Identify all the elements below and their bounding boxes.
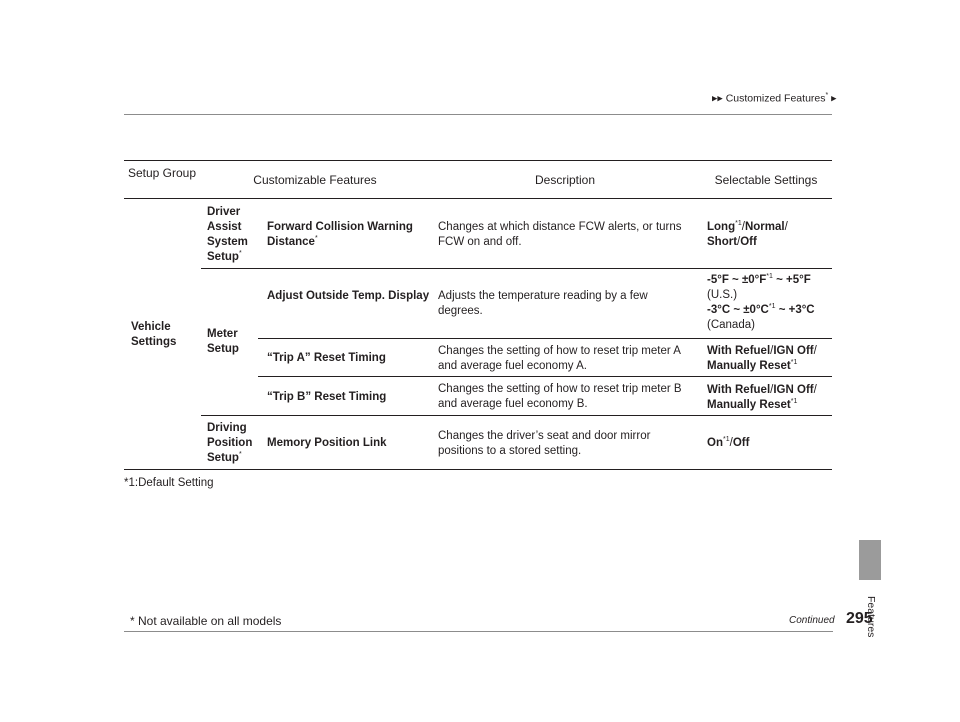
col-header-features: Customizable Features bbox=[253, 173, 377, 187]
footer-rule bbox=[124, 631, 833, 632]
setting-refuel: With Refuel bbox=[707, 384, 771, 396]
table-row-fcw-description: Changes at which distance FCW alerts, or turns FCW on and off. bbox=[438, 221, 682, 248]
table-row-trip-b-feature: “Trip B” Reset Timing bbox=[267, 391, 387, 403]
setting-canada: (Canada) bbox=[707, 319, 755, 331]
section-tab-label: Features bbox=[865, 596, 877, 638]
table-row-memory-settings: On$^{*1}$/Off bbox=[707, 436, 750, 449]
header-bottom-rule bbox=[124, 198, 832, 199]
subgroup-driving-position bbox=[207, 421, 257, 466]
setting-off: Off bbox=[732, 437, 750, 449]
row-rule bbox=[258, 338, 832, 339]
setting-normal: Normal bbox=[744, 221, 785, 233]
col-header-setup-group: Setup Group bbox=[127, 166, 197, 180]
setting-off: Off bbox=[740, 236, 757, 248]
setting-c-range: -3°C ~ ±0°C bbox=[707, 304, 769, 316]
setting-ign-off: IGN Off bbox=[773, 345, 814, 357]
default-mark: *1 bbox=[768, 303, 776, 310]
table-top-rule bbox=[124, 160, 832, 161]
table-bottom-rule bbox=[124, 469, 832, 470]
table-row-trip-a-description: Changes the setting of how to reset trip meter A and average fuel economy A. bbox=[438, 345, 681, 372]
asterisk-mark: * bbox=[238, 250, 242, 257]
subgroup-driver-assist-label: Driver Assist System Setup bbox=[207, 206, 248, 263]
setting-us: (U.S.) bbox=[707, 289, 738, 301]
table-row-temp-feature: Adjust Outside Temp. Display bbox=[267, 290, 430, 302]
default-mark: *1 bbox=[735, 220, 742, 227]
asterisk-mark: * bbox=[825, 92, 829, 99]
table-row-memory-description: Changes the driver’s seat and door mirror positions to a stored setting. bbox=[438, 430, 651, 457]
table-row-trip-b-settings: With Refuel/IGN Off/ Manually Reset$^{*1}$ bbox=[707, 384, 817, 411]
subgroup-meter: Meter Setup bbox=[207, 328, 239, 355]
subgroup-driver-assist bbox=[207, 205, 257, 265]
setting-on: On bbox=[707, 437, 723, 449]
breadcrumb bbox=[712, 92, 837, 105]
row-rule bbox=[258, 376, 832, 377]
setting-f-range-end: ~ +5°F bbox=[776, 274, 811, 286]
default-mark: *1 bbox=[722, 436, 730, 443]
default-mark: *1 bbox=[790, 359, 798, 366]
table-row-temp-description: Adjusts the temperature reading by a few degrees. bbox=[438, 290, 648, 317]
availability-note: * Not available on all models bbox=[130, 614, 282, 628]
table-row-trip-b-description: Changes the setting of how to reset trip meter B and average fuel economy B. bbox=[438, 383, 682, 410]
col-header-settings: Selectable Settings bbox=[714, 173, 818, 187]
table-row-fcw-settings: Long$^{*1}$/Normal/ Short/Off bbox=[707, 220, 788, 248]
table-footnote: *1:Default Setting bbox=[124, 477, 214, 489]
breadcrumb-label: Customized Features bbox=[725, 92, 826, 105]
asterisk-mark: * bbox=[314, 235, 318, 242]
feature-label: Forward Collision Warning Distance bbox=[267, 221, 413, 248]
asterisk-mark: * bbox=[238, 451, 242, 458]
default-mark: *1 bbox=[766, 273, 773, 280]
group-vehicle-settings: Vehicle Settings bbox=[131, 321, 177, 348]
col-header-description: Description bbox=[534, 173, 596, 187]
table-row-memory-feature: Memory Position Link bbox=[267, 437, 387, 449]
triangle-right-icon: ▶ bbox=[831, 95, 837, 103]
setting-manually-reset: Manually Reset bbox=[707, 360, 791, 372]
page-number: 295 bbox=[846, 610, 873, 627]
setting-refuel: With Refuel bbox=[707, 345, 771, 357]
table-row-trip-a-feature: “Trip A” Reset Timing bbox=[267, 352, 386, 364]
section-tab-marker bbox=[859, 540, 881, 580]
setting-long: Long bbox=[707, 221, 736, 233]
row-rule bbox=[201, 268, 832, 269]
setting-ign-off: IGN Off bbox=[773, 384, 814, 396]
row-rule bbox=[201, 415, 832, 416]
setting-short: Short bbox=[707, 236, 738, 248]
triangle-right-icon: ▶▶ bbox=[712, 95, 723, 103]
setting-c-range-end: ~ +3°C bbox=[778, 304, 815, 316]
setting-f-range: -5°F ~ ±0°F bbox=[707, 274, 767, 286]
table-row-fcw-feature bbox=[267, 220, 432, 250]
setting-manually-reset: Manually Reset bbox=[707, 399, 791, 411]
table-row-trip-a-settings: With Refuel/IGN Off/ Manually Reset$^{*1}$ bbox=[707, 345, 817, 372]
table-row-temp-settings bbox=[707, 273, 832, 333]
continued-label: Continued bbox=[789, 615, 835, 626]
default-mark: *1 bbox=[790, 398, 798, 405]
header-rule bbox=[124, 114, 832, 115]
subgroup-driving-position-label: Driving Position Setup bbox=[207, 422, 253, 464]
